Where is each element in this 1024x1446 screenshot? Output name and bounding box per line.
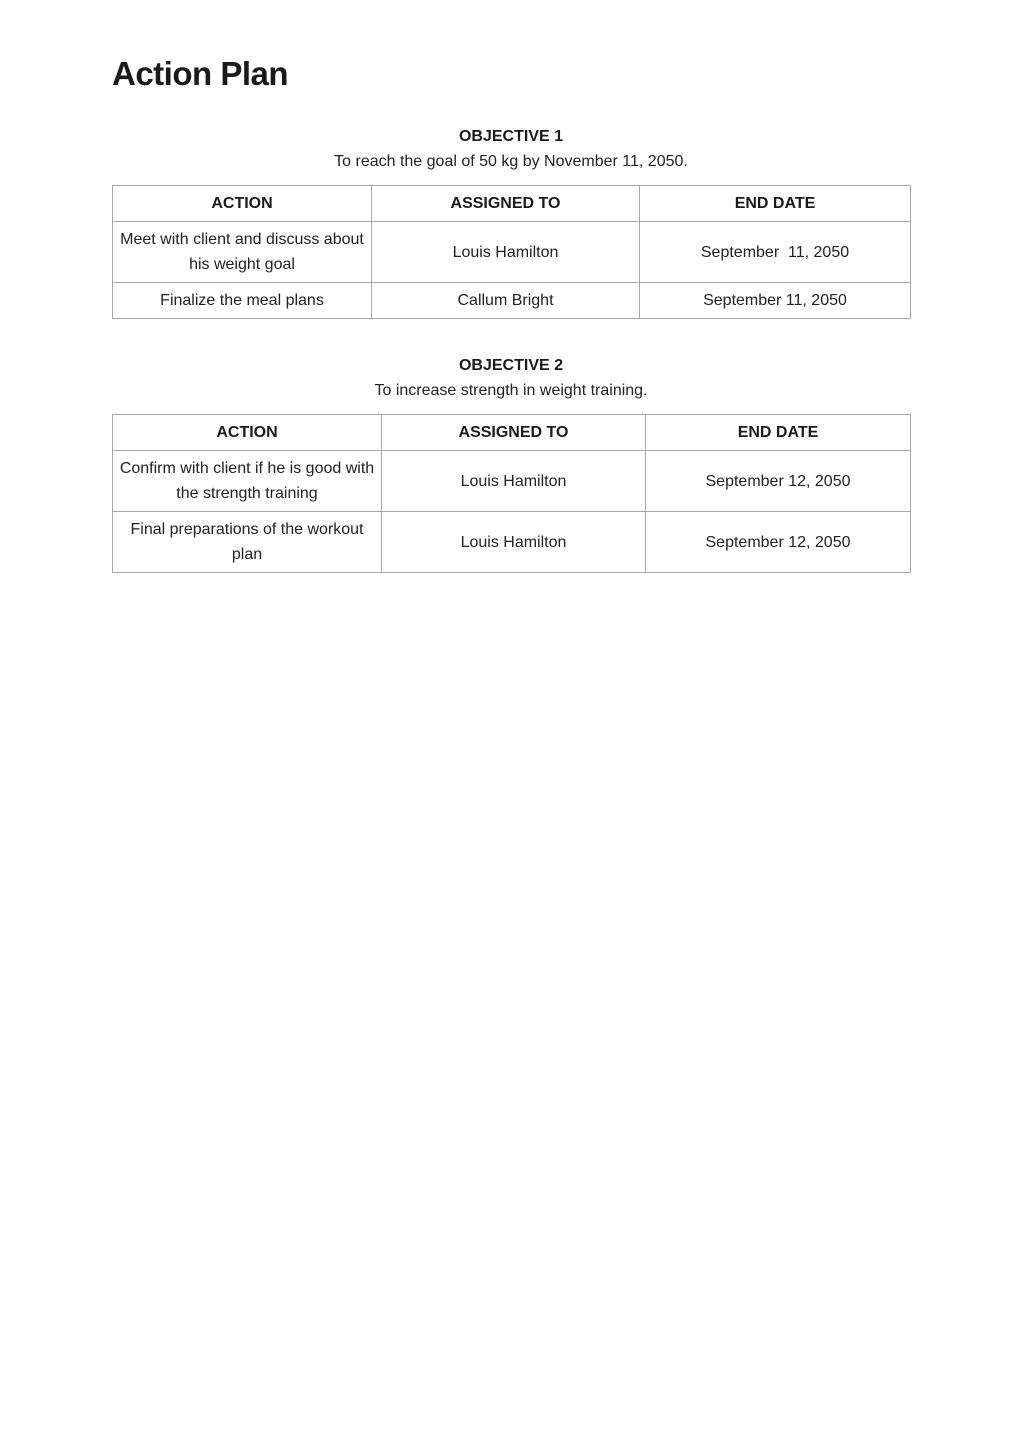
objective-description: To increase strength in weight training. — [374, 382, 648, 399]
end-date-cell: September 11, 2050 — [640, 283, 911, 319]
table-row — [113, 222, 911, 283]
assigned-to-cell: Louis Hamilton — [372, 222, 640, 283]
objective-heading: OBJECTIVE 2 — [458, 357, 564, 374]
page-title: Action Plan — [112, 55, 289, 92]
assigned-to-cell: Louis Hamilton — [382, 512, 646, 573]
action-cell: Final preparations of the workout plan — [113, 512, 382, 573]
column-header-assigned-to: ASSIGNED TO — [372, 186, 640, 222]
action-cell: Confirm with client if he is good with the strength training — [113, 451, 382, 512]
table-header-row — [113, 415, 911, 451]
column-header-assigned-to: ASSIGNED TO — [382, 415, 646, 451]
table-header-row — [113, 186, 911, 222]
column-header-action: ACTION — [113, 415, 382, 451]
column-header-end-date: END DATE — [640, 186, 911, 222]
action-table — [112, 185, 911, 319]
action-cell: Meet with client and discuss about his weight goal — [113, 222, 372, 283]
objective-1-section — [112, 126, 910, 319]
assigned-to-cell: Callum Bright — [372, 283, 640, 319]
table-row — [113, 451, 911, 512]
assigned-to-cell: Louis Hamilton — [382, 451, 646, 512]
objective-heading: OBJECTIVE 1 — [458, 128, 564, 145]
table-row — [113, 283, 911, 319]
end-date-cell: September 12, 2050 — [646, 451, 911, 512]
objective-description: To reach the goal of 50 kg by November 11, 2050. — [334, 153, 688, 170]
action-table — [112, 414, 911, 573]
column-header-action: ACTION — [113, 186, 372, 222]
end-date-cell: September 12, 2050 — [646, 512, 911, 573]
table-row — [113, 512, 911, 573]
end-date-cell: September 11, 2050 — [640, 222, 911, 283]
action-cell: Finalize the meal plans — [113, 283, 372, 319]
objective-2-section — [112, 355, 910, 573]
column-header-end-date: END DATE — [646, 415, 911, 451]
